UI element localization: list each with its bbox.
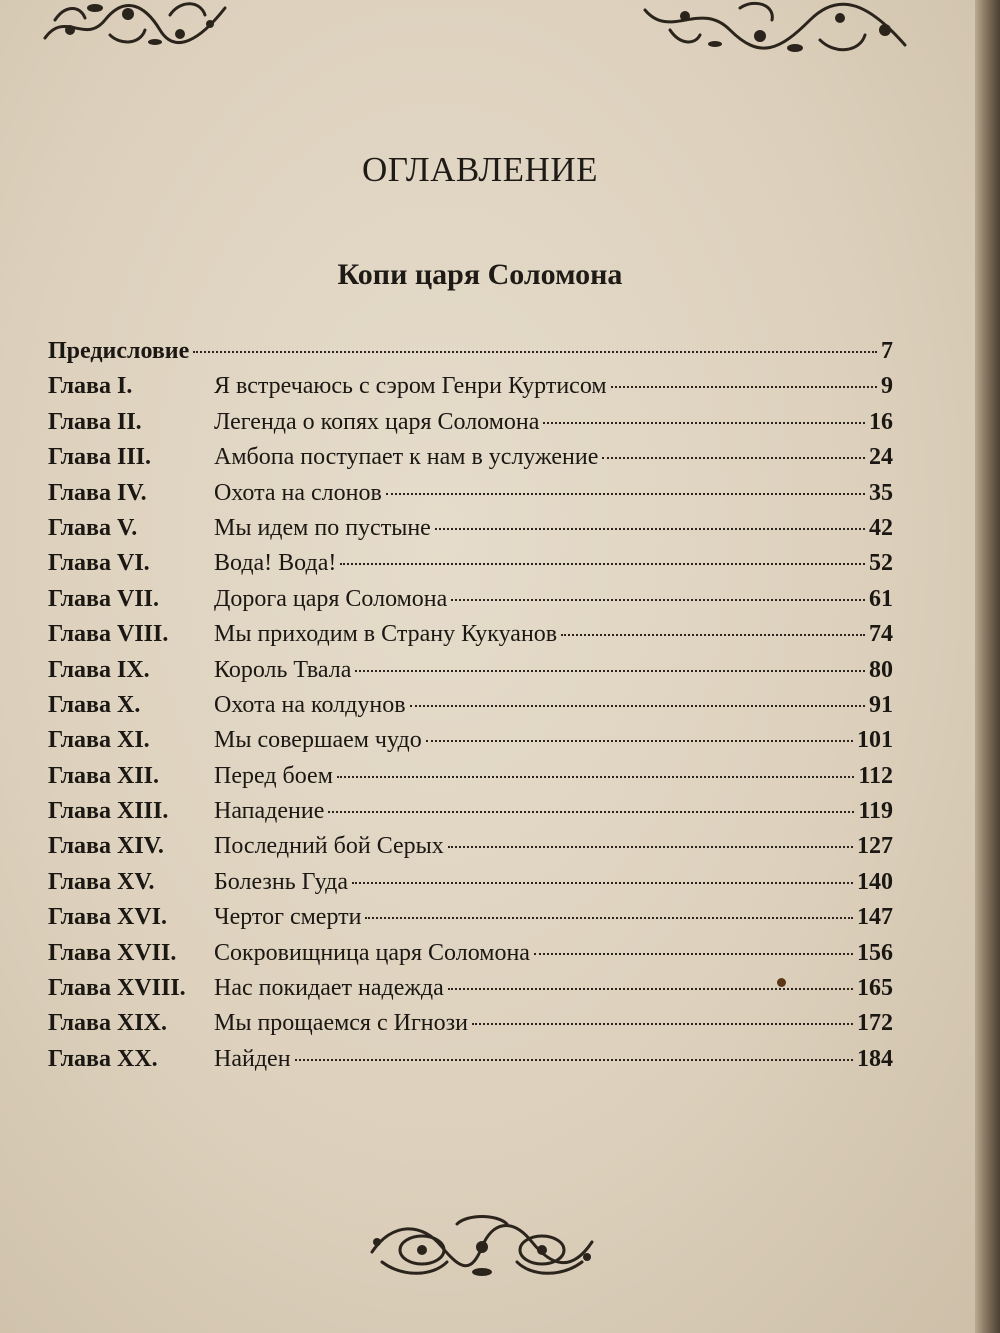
chapter-number: Глава XVII. (48, 939, 177, 966)
toc-row (48, 480, 893, 515)
chapter-page: 24 (869, 444, 893, 471)
toc-row (48, 409, 893, 444)
toc-row (48, 515, 893, 550)
toc-row (48, 727, 893, 762)
toc-heading: ОГЛАВЛЕНИЕ (362, 150, 598, 189)
chapter-number: Глава I. (48, 373, 133, 400)
dot-leader (340, 563, 865, 565)
preface-page: 7 (881, 338, 893, 364)
toc-row (48, 798, 893, 833)
chapter-page: 127 (857, 833, 893, 860)
chapter-page: 172 (857, 1010, 893, 1037)
dot-leader (435, 528, 865, 530)
chapter-number: Глава XX. (48, 1045, 158, 1072)
chapter-page: 165 (857, 975, 893, 1002)
dot-leader (355, 670, 865, 672)
chapter-title: Мы совершаем чудо (214, 727, 422, 754)
dot-leader (451, 599, 865, 601)
chapter-number: Глава IV. (48, 479, 147, 506)
chapter-number: Глава III. (48, 444, 152, 471)
chapter-title: Мы прощаемся с Игнози (214, 1010, 468, 1037)
chapter-page: 156 (857, 939, 893, 966)
toc-row (48, 869, 893, 904)
book-spine-shadow (975, 0, 1000, 1333)
toc-row (48, 692, 893, 727)
chapter-page: 61 (869, 585, 893, 612)
toc-row (48, 1046, 893, 1081)
toc-row (48, 444, 893, 479)
toc-row (48, 586, 893, 621)
preface-title: Предисловие (48, 338, 190, 364)
chapter-number: Глава XI. (48, 727, 150, 754)
chapter-page: 35 (869, 479, 893, 506)
chapter-number: Глава XVIII. (48, 975, 186, 1002)
chapter-number: Глава XIII. (48, 798, 169, 825)
chapter-page: 52 (869, 550, 893, 577)
chapter-title: Болезнь Гуда (214, 868, 348, 895)
chapter-title: Мы идем по пустыне (214, 514, 431, 541)
toc-row (48, 833, 893, 868)
chapter-title: Вода! Вода! (214, 550, 337, 577)
chapter-title: Найден (214, 1045, 291, 1072)
dot-leader (193, 351, 877, 353)
dot-leader (448, 846, 853, 848)
chapter-page: 42 (869, 514, 893, 541)
book-title: Копи царя Соломона (337, 258, 623, 291)
dot-leader (602, 457, 865, 459)
ink-speck (777, 978, 786, 987)
chapter-title: Охота на слонов (214, 479, 382, 506)
chapter-page: 119 (858, 798, 893, 825)
chapter-page: 9 (881, 373, 893, 400)
chapter-page: 91 (869, 691, 893, 718)
toc-row (48, 550, 893, 585)
chapter-page: 80 (869, 656, 893, 683)
chapter-title: Мы приходим в Страну Кукуанов (214, 621, 558, 648)
dot-leader (426, 740, 853, 742)
chapter-number: Глава VIII. (48, 621, 169, 648)
chapter-title: Амбопа поступает к нам в услужение (214, 444, 599, 471)
chapter-number: Глава XV. (48, 868, 155, 895)
chapter-title: Я встречаюсь с сэром Генри Куртисом (214, 373, 607, 400)
dot-leader (611, 386, 877, 388)
chapter-number: Глава II. (48, 408, 142, 435)
chapter-page: 184 (857, 1045, 893, 1072)
chapter-title: Дорога царя Соломона (214, 585, 448, 612)
chapter-page: 147 (857, 904, 893, 931)
top-left-ornament-icon (40, 0, 230, 48)
chapter-number: Глава VI. (48, 550, 150, 577)
toc-row (48, 373, 893, 408)
chapter-number: Глава XII. (48, 762, 159, 789)
chapter-title: Последний бой Серых (214, 833, 444, 860)
dot-leader (410, 705, 865, 707)
top-right-ornament-icon (640, 0, 910, 58)
dot-leader (328, 811, 854, 813)
toc-row (48, 940, 893, 975)
chapter-number: Глава X. (48, 691, 141, 718)
toc-row (48, 904, 893, 939)
toc-row (48, 763, 893, 798)
dot-leader (543, 422, 865, 424)
dot-leader (295, 1059, 853, 1061)
chapter-page: 16 (869, 408, 893, 435)
chapter-title: Нападение (214, 798, 325, 825)
chapter-page: 112 (858, 762, 893, 789)
dot-leader (352, 882, 853, 884)
chapter-title: Король Твала (214, 656, 352, 683)
toc-row (48, 1010, 893, 1045)
toc-row (48, 975, 893, 1010)
toc-row-preface (48, 338, 893, 373)
chapter-title: Нас покидает надежда (214, 975, 444, 1002)
chapter-title: Чертог смерти (214, 904, 362, 931)
table-of-contents (48, 338, 893, 1081)
bottom-ornament-icon (362, 1212, 602, 1282)
chapter-number: Глава IX. (48, 656, 150, 683)
dot-leader (472, 1023, 853, 1025)
chapter-number: Глава XVI. (48, 904, 167, 931)
chapter-title: Легенда о копях царя Соломона (214, 408, 540, 435)
dot-leader (337, 776, 854, 778)
dot-leader (448, 988, 853, 990)
dot-leader (386, 493, 865, 495)
toc-row (48, 621, 893, 656)
chapter-number: Глава XIX. (48, 1010, 167, 1037)
chapter-page: 101 (857, 727, 893, 754)
dot-leader (561, 634, 865, 636)
chapter-number: Глава VII. (48, 585, 159, 612)
chapter-number: Глава V. (48, 514, 138, 541)
chapter-title: Охота на колдунов (214, 691, 406, 718)
dot-leader (534, 953, 853, 955)
toc-row (48, 657, 893, 692)
chapter-title: Перед боем (214, 762, 333, 789)
chapter-title: Сокровищница царя Соломона (214, 939, 530, 966)
chapter-page: 74 (869, 621, 893, 648)
chapter-page: 140 (857, 868, 893, 895)
chapter-number: Глава XIV. (48, 833, 164, 860)
dot-leader (365, 917, 853, 919)
